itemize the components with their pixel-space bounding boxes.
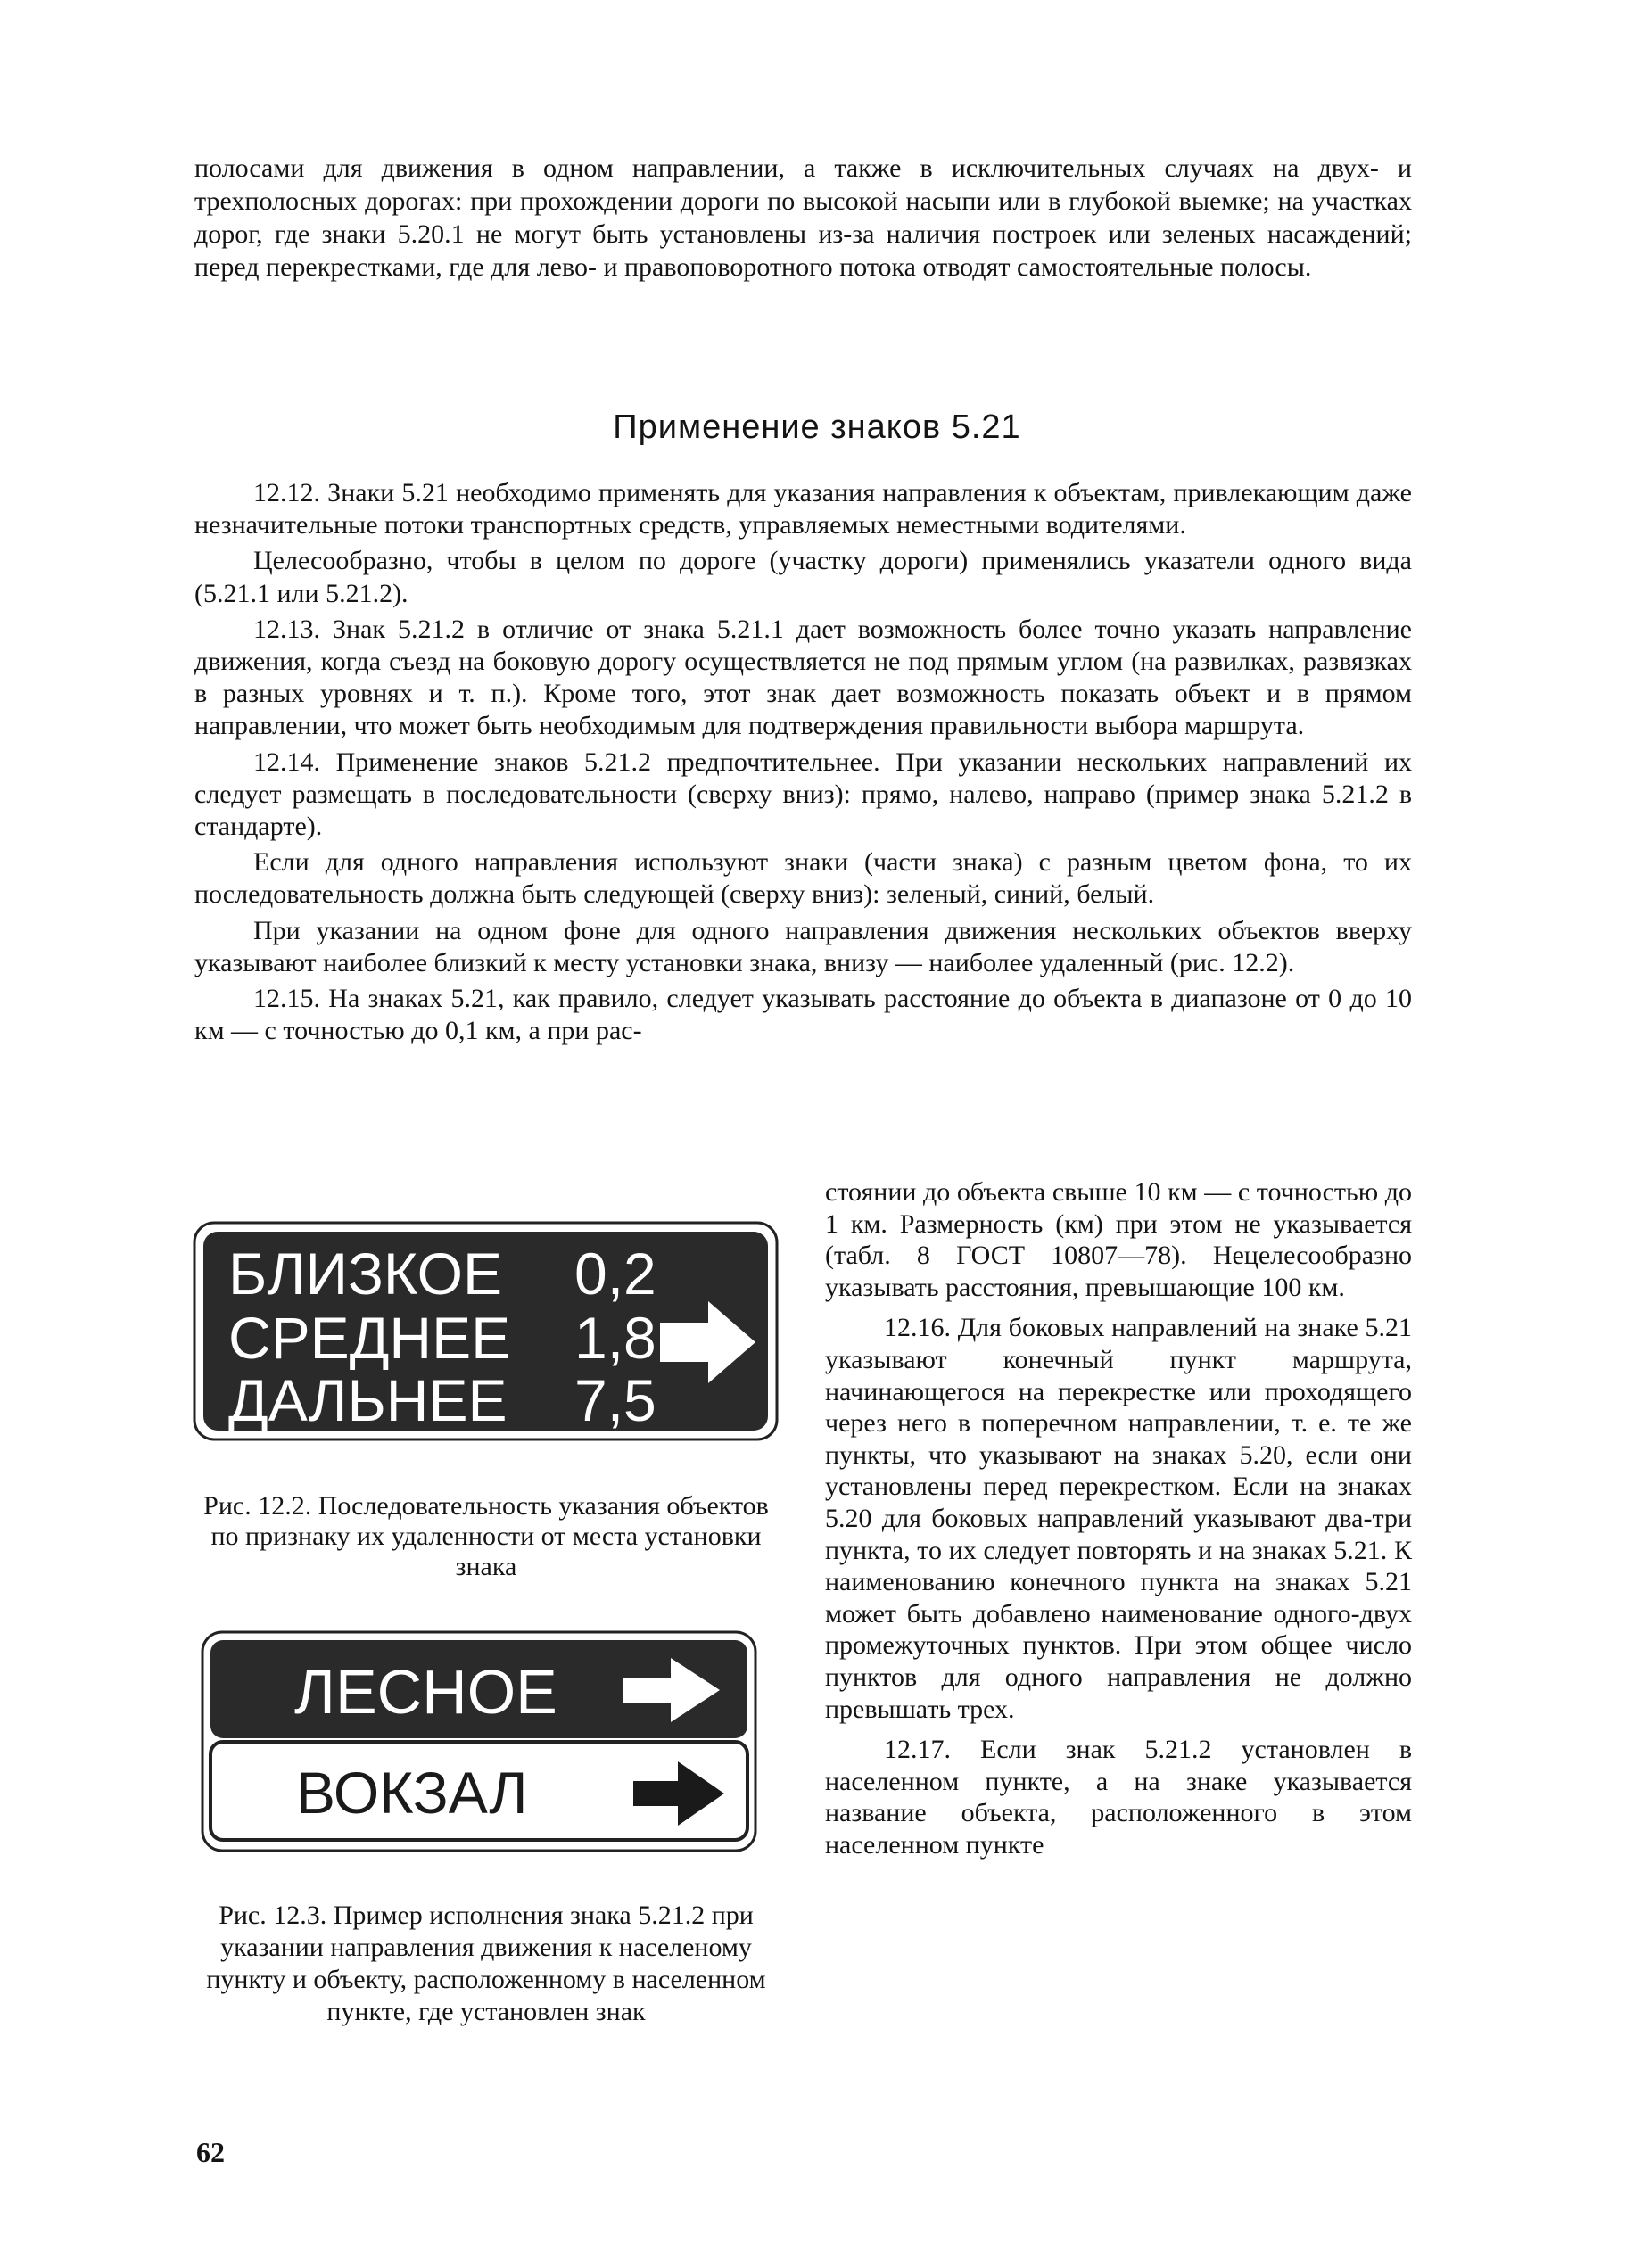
sign-top-label: ЛЕСНОЕ xyxy=(294,1657,557,1727)
paragraph-pointers: Целесообразно, чтобы в целом по дороге (участку дороги) применялись указатели одного вида (5.21.1 или 5.21.2). xyxy=(194,546,1412,608)
sign-row-distance-2: 1,8 xyxy=(574,1305,656,1371)
sign-figure-12-2 xyxy=(189,1217,782,1445)
full-width-text xyxy=(194,477,1412,1047)
paragraph-12-15-continued: стоянии до объекта свыше 10 км — с точностью до 1 км. Размерность (км) при этом не указывается (табл. 8 ГОСТ 10807—78). Нецелесообразно указывать расстояния, превышающие 100 км. xyxy=(825,1177,1412,1302)
page-number: 62 xyxy=(196,2136,225,2168)
right-column-text xyxy=(825,1176,1412,1869)
sign-row-distance-1: 0,2 xyxy=(574,1241,656,1307)
paragraph-12-14: 12.14. Применение знаков 5.21.2 предпочтительнее. При указании нескольких направлений их следует размещать в последовательности (сверху вниз): прямо, налево, направо (пример знака 5.21.2 в стандарте). xyxy=(194,746,1412,842)
paragraph-colors: Если для одного направления используют знаки (части знака) с разным цветом фона, то их последовательность должна быть следующей (сверху вниз): зеленый, синий, белый. xyxy=(194,847,1412,910)
section-title: Применение знаков 5.21 xyxy=(613,408,1021,446)
figure-12-2-caption: Рис. 12.2. Последовательность указания объектов по признаку их удаленности от места установки знака xyxy=(203,1491,769,1581)
intro-paragraph: полосами для движения в одном направлении, а также в исключительных случаях на двух- и трехполосных дорогах: при прохождении дороги по высокой насыпи или в глубокой выемке; на участках дорог, где знаки 5.20.1 не могут быть установлены из-за наличия построек или зеленых насаждений; перед перекрестками, где для лево- и правоповоротного потока отводят самостоятельные полосы. xyxy=(194,153,1412,282)
sign-row-distance-3: 7,5 xyxy=(574,1367,656,1433)
sign-row-name-2: СРЕДНЕЕ xyxy=(228,1305,511,1371)
paragraph-12-17: 12.17. Если знак 5.21.2 установлен в населенном пункте, а на знаке указывается название объекта, расположенного в этом населенном пункте xyxy=(825,1735,1412,1860)
paragraph-12-12: 12.12. Знаки 5.21 необходимо применять для указания направления к объектам, привлекающим даже незначительные потоки транспортных средств, управляемых неместными водителями. xyxy=(194,478,1412,540)
paragraph-12-13: 12.13. Знак 5.21.2 в отличие от знака 5.21.1 дает возможность более точно указать направление движения, когда съезд на боковую дорогу осуществляется не под прямым углом (на развилках, развязках в разных уровнях и т. п.). Кроме того, этот знак дает возможность показать объект и в прямом направлении, что может быть необходимым для подтверждения правильности выбора маршрута. xyxy=(194,614,1412,741)
figure-12-3-caption: Рис. 12.3. Пример исполнения знака 5.21.2 при указании направления движения к населеному пункту и объекту, расположенному в населенном пункте, где установлен знак xyxy=(206,1901,766,2026)
paragraph-order: При указании на одном фоне для одного направления движения нескольких объектов вверху указывают наиболее близкий к месту установки знака, внизу — наиболее удаленный (рис. 12.2). xyxy=(194,915,1412,977)
sign-figure-12-3 xyxy=(198,1628,760,1855)
sign-bottom-label: ВОКЗАЛ xyxy=(296,1760,528,1826)
paragraph-12-15: 12.15. На знаках 5.21, как правило, следует указывать расстояние до объекта в диапазоне от 0 до 10 км — с точностью до 0,1 км, а при рас- xyxy=(194,984,1412,1046)
sign-row-name-3: ДАЛЬНЕЕ xyxy=(228,1367,508,1433)
paragraph-12-16: 12.16. Для боковых направлений на знаке 5.21 указывают конечный пункт маршрута, начинающегося на перекрестке или проходящего через него в поперечном направлении, т. е. те же пункты, что указывают на знаках 5.20, если они установлены перед перекрестком. Если на знаках 5.20 для боковых направлений указывают два-три пункта, то их следует повторять и на знаках 5.21. К наименованию конечного пункта на знаках 5.21 может быть добавлено наименование одного-двух промежуточных пунктов. При этом общее число пунктов для одного направления не должно превышать трех. xyxy=(825,1313,1412,1724)
sign-row-name-1: БЛИЗКОЕ xyxy=(228,1241,502,1307)
